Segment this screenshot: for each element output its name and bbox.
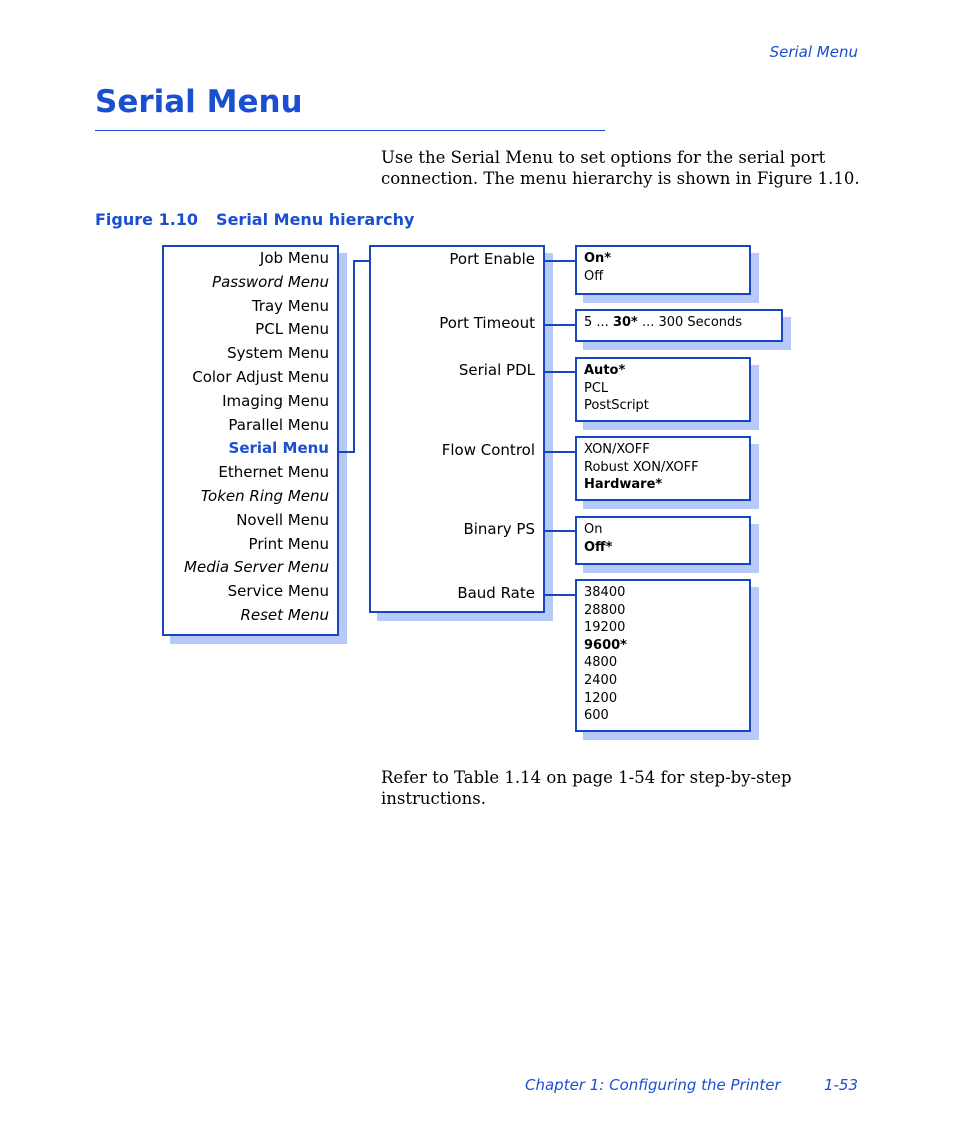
main-menu-item: Reset Menu [240,605,329,624]
option-box [575,309,783,342]
serial-item-label: Binary PS [463,520,535,538]
option-value: On [584,522,603,537]
option-value: 38400 [584,585,626,600]
option-value: 4800 [584,655,618,671]
connector-vertical [339,260,355,453]
option-value: PostScript [584,398,649,414]
main-menu-list [184,247,329,628]
main-menu-item: Serial Menu [228,439,329,458]
main-menu-item: Password Menu [212,272,329,291]
option-value: XON/XOFF [584,442,650,457]
option-box [575,436,751,501]
option-box [575,579,751,732]
option-value: Auto* [584,363,626,378]
main-menu-item: Ethernet Menu [218,463,329,482]
main-menu-item: Service Menu [227,582,329,601]
main-menu-item: PCL Menu [255,320,329,339]
option-value-part: 30* [612,315,638,330]
main-menu-item: Parallel Menu [228,415,329,434]
main-menu-item: Imaging Menu [222,391,329,410]
option-connector [545,260,575,262]
footer-page-number: 1-53 [823,1076,858,1094]
option-value: 9600* [584,637,627,653]
page-title: Serial Menu [95,84,303,120]
option-value: Hardware* [584,477,663,493]
option-list [584,521,612,556]
figure-caption [95,210,414,229]
option-value: 1200 [584,690,618,706]
figure-title: Serial Menu hierarchy [216,210,415,229]
main-menu-item: Media Server Menu [184,558,329,577]
option-list [584,250,611,285]
option-box [575,516,751,565]
main-menu-item: Job Menu [259,249,329,267]
option-box [575,357,751,422]
main-menu-item: Tray Menu [251,296,329,315]
option-value: 28800 [584,602,626,618]
option-list [584,584,627,725]
serial-item-label: Port Timeout [439,314,535,332]
option-connector [545,530,575,532]
option-value: 19200 [584,620,626,636]
main-menu-item: Novell Menu [236,510,329,529]
option-value: 600 [584,708,609,724]
option-value-part: 5 ... [584,315,613,330]
option-value-part: ... 300 Seconds [637,315,743,330]
option-list [584,362,649,415]
figure-number: Figure 1.10 [95,210,199,229]
serial-item-label: Flow Control [441,441,535,459]
serial-menu-box [369,245,545,613]
main-menu-item: Color Adjust Menu [192,367,329,386]
title-rule [95,130,605,131]
option-connector [545,324,575,326]
option-list [584,441,699,494]
serial-item-label: Baud Rate [457,584,535,602]
option-list [584,314,742,332]
option-value: PCL [584,380,609,396]
main-menu-item: Token Ring Menu [200,486,329,505]
option-box [575,245,751,295]
option-value: On* [584,251,612,266]
main-menu-item: Print Menu [248,534,329,553]
intro-paragraph: Use the Serial Menu to set options for the serial port connection. The menu hierarchy is shown in Figure 1.10. [381,148,860,188]
option-connector [545,594,575,596]
connector-serial-menu [339,451,354,453]
option-connector [545,371,575,373]
footer-chapter: Chapter 1: Configuring the Printer [525,1076,781,1094]
connector-port-enable [353,260,370,262]
option-connector [545,451,575,453]
main-menu-item: System Menu [227,344,329,363]
main-menu-box [162,245,339,636]
option-value [584,314,742,332]
serial-item-label: Port Enable [449,250,535,268]
refer-paragraph: Refer to Table 1.14 on page 1-54 for step-by-step instructions. [381,768,792,808]
option-value: 2400 [584,672,618,688]
serial-item-label: Serial PDL [458,361,535,379]
option-value: Off* [584,539,613,555]
option-value: Robust XON/XOFF [584,459,699,475]
running-header: Serial Menu [769,43,858,61]
option-value: Off [584,268,604,284]
